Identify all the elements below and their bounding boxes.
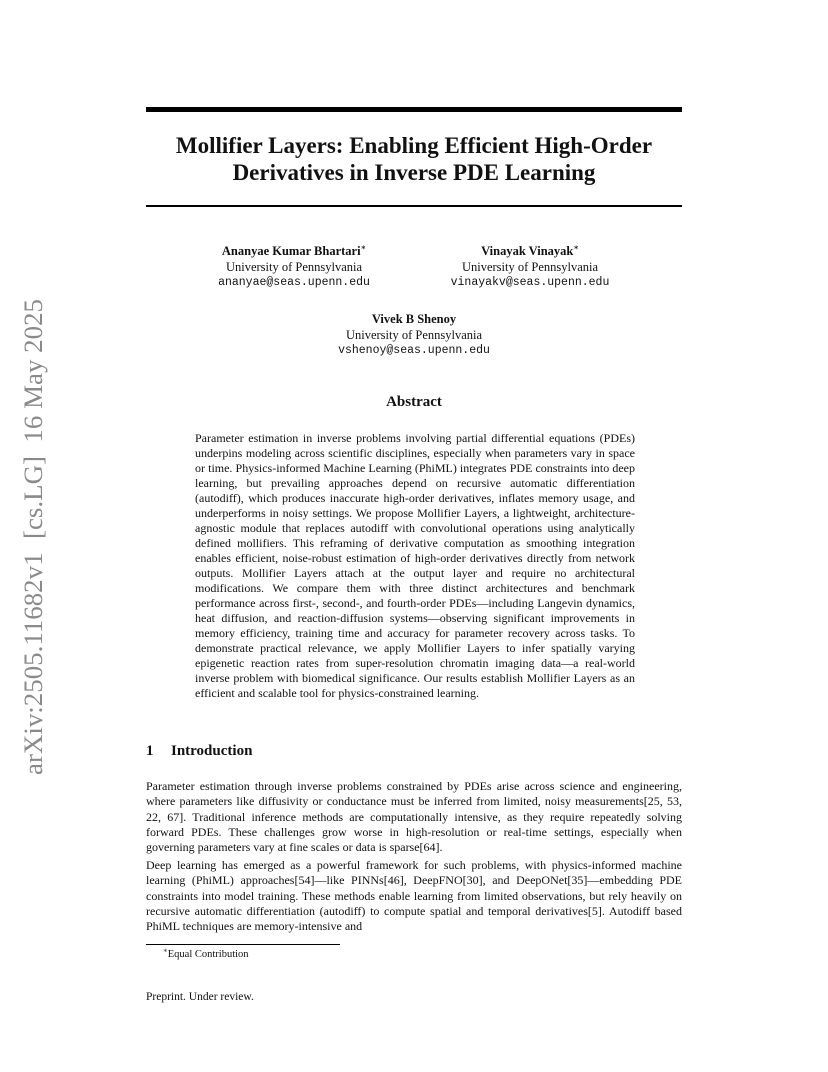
preprint-note: Preprint. Under review. — [146, 991, 254, 1003]
footnote-rule — [146, 944, 340, 945]
author-name: Vivek B Shenoy — [371, 312, 457, 326]
author-block-vinayak — [400, 243, 660, 291]
author-affiliation: University of Pennsylvania — [225, 260, 363, 274]
title-line-1: Mollifier Layers: Enabling Efficient High-Order — [175, 133, 653, 158]
abstract-body: Parameter estimation in inverse problems involving partial differential equations (PDEs) underpins modeling across scientific disciplines, especially when parameters vary in space or time. Physics-informed Machine Learning (PhiML) integrates PDE constraints into deep learning, but prevailing approaches depend on recursive automatic differentiation (autodiff), which produces inaccurate high-order derivatives, inflates memory usage, and underperforms in noisy settings. We propose Mollifier Layers, a lightweight, architecture-agnostic module that replaces autodiff with convolutional operations using analytically defined mollifiers. This reframing of derivative computation as smoothing integration enables efficient, noise-robust estimation of high-order derivatives directly from network outputs. Mollifier Layers attach at the output layer and require no architectural modifications. We compare them with three distinct architectures and benchmark performance across first-, second-, and fourth-order PDEs—including Langevin dynamics, heat diffusion, and reaction-diffusion systems—observing significant improvements in memory efficiency, training time and accuracy for parameter recovery across tasks. To demonstrate practical relevance, we apply Mollifier Layers to infer spatially varying epigenetic reaction rates from super-resolution chromatin imaging data—a real-world inverse problem with biomedical significance. Our results establish Mollifier Layers as an efficient and scalable tool for physics-constrained learning. — [195, 431, 635, 700]
arxiv-identifier-stamp — [15, 297, 49, 777]
title-line-2: Derivatives in Inverse PDE Learning — [232, 160, 596, 185]
intro-paragraph-1: Parameter estimation through inverse problems constrained by PDEs arise across science and engineering, where parameters like diffusivity or conductance must be inferred from limited, noisy measurements[25, 53, 22, 67]. Traditional inference methods are computationally intensive, as they require repeatedly solving forward PDEs. These challenges grow worse in high-resolution or real-time settings, especially when governing parameters vary at fine scales or data is sparse[64]. — [146, 779, 682, 855]
footnote-equal-contribution — [163, 946, 249, 960]
author-email[interactable]: ananyae@seas.upenn.edu — [218, 276, 370, 289]
footnote-mark: ∗ — [163, 946, 168, 955]
equal-contribution-mark: ∗ — [360, 242, 367, 252]
equal-contribution-mark: ∗ — [573, 242, 579, 252]
author-affiliation: University of Pennsylvania — [461, 260, 599, 274]
section-number: 1 — [146, 743, 154, 759]
author-name: Ananyae Kumar Bhartari — [221, 244, 361, 258]
author-block-shenoy — [284, 311, 544, 359]
arxiv-identifier-text: arXiv:2505.11682v1 [cs.LG] 16 May 2025 — [18, 306, 48, 775]
author-name: Vinayak Vinayak — [481, 244, 574, 258]
section-title: Introduction — [171, 743, 253, 759]
intro-paragraph-2: Deep learning has emerged as a powerful framework for such problems, with physics-informed machine learning (PhiML) approaches[54]—like PINNs[46], DeepFNO[30], and DeepONet[35]—embedding PDE constraints into model training. These methods enable learning from limited observations, but rely heavily on recursive automatic differentiation (autodiff) to compute spatial and temporal derivatives[5]. Autodiff based PhiML techniques are memory-intensive and — [146, 858, 682, 934]
author-email[interactable]: vshenoy@seas.upenn.edu — [338, 344, 490, 357]
author-block-bhartari — [164, 243, 424, 291]
section-heading-introduction — [146, 743, 252, 760]
paper-title — [146, 132, 682, 186]
author-email[interactable]: vinayakv@seas.upenn.edu — [450, 276, 610, 289]
author-affiliation: University of Pennsylvania — [345, 328, 483, 342]
abstract-heading: Abstract — [386, 394, 442, 410]
title-top-rule — [146, 107, 682, 112]
title-bottom-rule — [146, 205, 682, 207]
footnote-text: Equal Contribution — [167, 949, 249, 960]
